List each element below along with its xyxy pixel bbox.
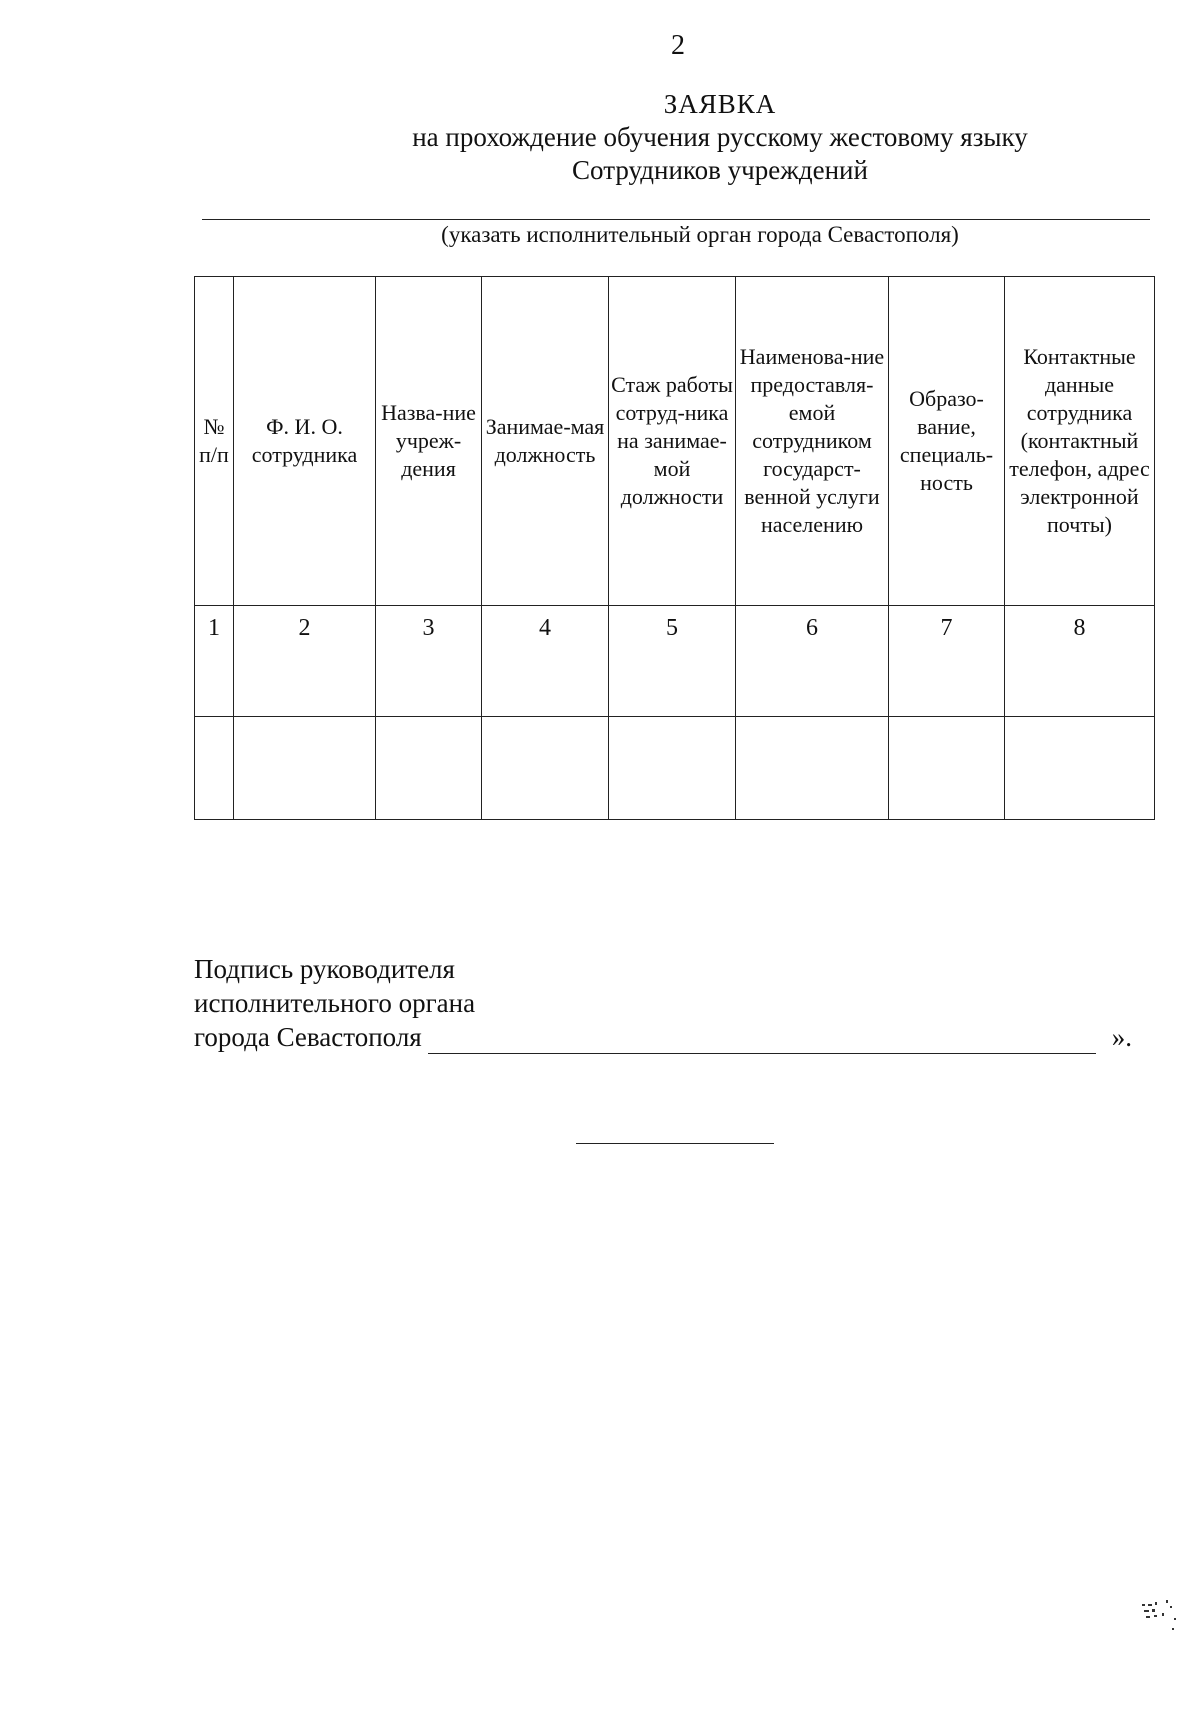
document-title: ЗАЯВКА — [663, 89, 777, 119]
blank-cell[interactable] — [736, 717, 889, 820]
header-cell-institution: Назва-ние учреж-дения — [376, 277, 482, 606]
blank-cell[interactable] — [609, 717, 736, 820]
column-number-cell: 3 — [376, 606, 482, 717]
page-number: 2 — [671, 30, 685, 61]
table-header-row — [195, 277, 1155, 606]
end-divider — [576, 1143, 774, 1144]
header-cell-position: Занимае-мая должность — [482, 277, 609, 606]
header-cell-fio: Ф. И. О. сотрудника — [234, 277, 376, 606]
signature-fill-line[interactable] — [428, 1023, 1096, 1054]
signature-row — [194, 1020, 1132, 1054]
document-subtitle-line2: Сотрудников учреждений — [572, 155, 868, 185]
header-cell-education: Образо-вание, специаль-ность — [889, 277, 1005, 606]
column-number-cell: 2 — [234, 606, 376, 717]
org-fill-line[interactable] — [202, 219, 1150, 220]
blank-cell[interactable] — [376, 717, 482, 820]
title-block — [200, 88, 1200, 187]
signature-block — [194, 952, 1132, 1054]
org-caption: (указать исполнительный орган города Севастополя) — [441, 222, 959, 247]
header-cell-service: Наименова-ние предоставля-емой сотрудником государст-венной услуги населению — [736, 277, 889, 606]
column-number-cell: 5 — [609, 606, 736, 717]
header-cell-number: № п/п — [195, 277, 234, 606]
header-cell-experience: Стаж работы сотруд-ника на занимае-мой должности — [609, 277, 736, 606]
table-column-numbers-row — [195, 606, 1155, 717]
document-subtitle-line1: на прохождение обучения русскому жестовому языку — [412, 122, 1028, 152]
column-number-cell: 6 — [736, 606, 889, 717]
blank-cell[interactable] — [1005, 717, 1155, 820]
signature-label-line3: города Севастополя — [194, 1022, 422, 1052]
table-blank-row — [195, 717, 1155, 820]
signature-label-line2: исполнительного органа — [194, 988, 476, 1018]
column-number-cell: 4 — [482, 606, 609, 717]
scan-artifact-marks — [1140, 1598, 1185, 1638]
signature-closing-quote: ». — [1111, 1022, 1132, 1052]
blank-cell[interactable] — [234, 717, 376, 820]
column-number-cell: 7 — [889, 606, 1005, 717]
application-table — [194, 276, 1155, 820]
column-number-cell: 8 — [1005, 606, 1155, 717]
column-number-cell: 1 — [195, 606, 234, 717]
signature-label-line1: Подпись руководителя — [194, 954, 455, 984]
blank-cell[interactable] — [195, 717, 234, 820]
header-cell-contacts: Контактные данные сотрудника (контактный телефон, адрес электронной почты) — [1005, 277, 1155, 606]
blank-cell[interactable] — [889, 717, 1005, 820]
blank-cell[interactable] — [482, 717, 609, 820]
